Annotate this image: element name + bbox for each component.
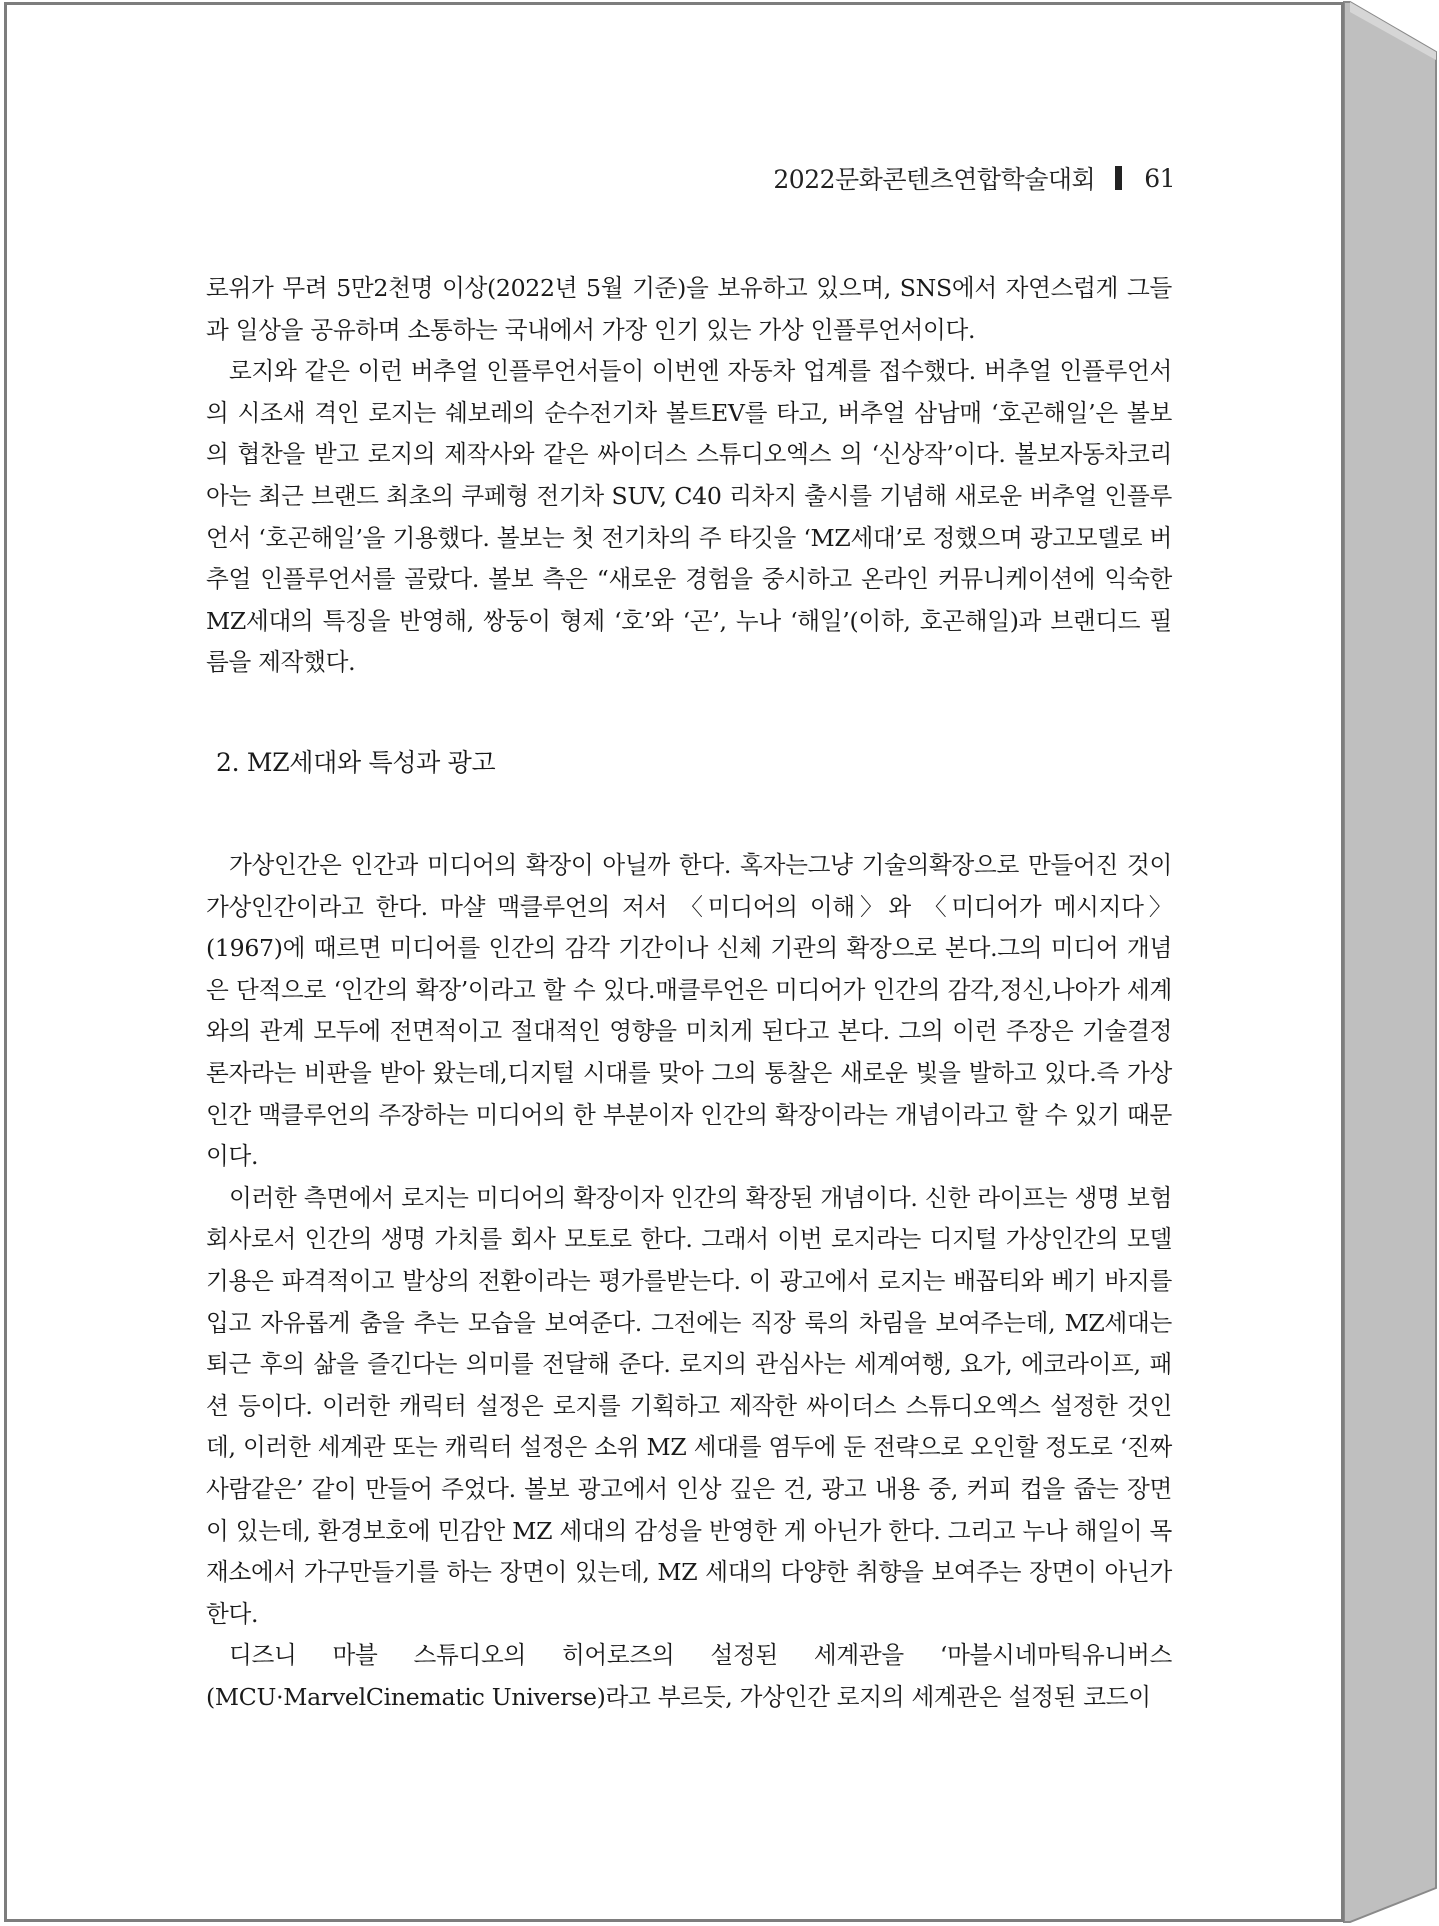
paragraph: 이러한 측면에서 로지는 미디어의 확장이자 인간의 확장된 개념이다. 신한 라이프는 생명 보험회사로서 인간의 생명 가치를 회사 모토로 한다. 그래서 이번 로지라는 디지털 가상인간의 모델 기용은 파격적이고 발상의 전환이라는 평가를받는다. 이 광고에서 로지는 배꼽티와 베기 바지를 입고 자유롭게 춤을 추는 모습을 보여준다. 그전에는 직장 룩의 차림을 보여주는데, MZ세대는 퇴근 후의 삶을 즐긴다는 의미를 전달해 준다. 로지의 관심사는 세계여행, 요가, 에코라이프, 패션 등이다. 이러한 캐릭터 설정은 로지를 기획하고 제작한 싸이더스 스튜디오엑스 설정한 것인데, 이러한 세계관 또는 캐릭터 설정은 소위 MZ 세대를 염두에 둔 전략으로 오인할 정도로 ‘진짜 사람같은’ 같이 만들어 주었다. 볼보 광고에서 인상 깊은 건, 광고 내용 중, 커피 컵을 줍는 장면이 있는데, 환경보호에 민감안 MZ 세대의 감성을 반영한 게 아닌가 한다. 그리고 누나 해일이 목재소에서 가구만들기를 하는 장면이 있는데, MZ 세대의 다양한 취향을 보여주는 장면이 아닌가 한다. [206,1183,1172,1628]
paragraph: 로위가 무려 5만2천명 이상(2022년 5월 기준)을 보유하고 있으며, SNS에서 자연스럽게 그들과 일상을 공유하며 소통하는 국내에서 가장 인기 있는 가상 인플루언서이다. [206,274,1172,344]
paragraph: 디즈니 마블 스튜디오의 히어로즈의 설정된 세계관을 ‘마블시네마틱유니버스(MCU·MarvelCinematic Universe)라고 부르듯, 가상인간 로지의 세계관은 설정된 코드이 [206,1641,1172,1711]
header-separator [1115,166,1122,190]
running-title: 2022문화콘텐츠연합학술대회 [773,165,1096,194]
page-number: 61 [1144,163,1175,193]
body-text-bottom [206,845,1172,1718]
paragraph: 가상인간은 인간과 미디어의 확장이 아닐까 한다. 혹자는그냥 기술의확장으로 만들어진 것이 가상인간이라고 한다. 마샬 맥클루언의 저서 〈미디어의 이해〉와 〈미디어가 메시지다〉(1967)에 때르면 미디어를 인간의 감각 기간이나 신체 기관의 확장으로 본다.그의 미디어 개념은 단적으로 ‘인간의 확장’이라고 할 수 있다.매클루언은 미디어가 인간의 감각,정신,나아가 세계와의 관계 모두에 전면적이고 절대적인 영향을 미치게 된다고 본다. 그의 이런 주장은 기술결정론자라는 비판을 받아 왔는데,디지털 시대를 맞아 그의 통찰은 새로운 빛을 발하고 있다.즉 가상인간 맥클루언의 주장하는 미디어의 한 부분이자 인간의 확장이라는 개념이라고 할 수 있기 때문이다. [206,851,1172,1171]
paragraph: 로지와 같은 이런 버추얼 인플루언서들이 이번엔 자동차 업계를 접수했다. 버추얼 인플루언서의 시조새 격인 로지는 쉐보레의 순수전기차 볼트EV를 타고, 버추얼 삼남매 ‘호곤해일’은 볼보의 협찬을 받고 로지의 제작사와 같은 싸이더스 스튜디오엑스 의 ‘신상작’이다. 볼보자동차코리아는 최근 브랜드 최초의 쿠페형 전기차 SUV, C40 리차지 출시를 기념해 새로운 버추얼 인플루언서 ‘호곤해일’을 기용했다. 볼보는 첫 전기차의 주 타깃을 ‘MZ세대’로 정했으며 광고모델로 버추얼 인플루언서를 골랐다. 볼보 측은 “새로운 경험을 중시하고 온라인 커뮤니케이션에 익숙한 MZ세대의 특징을 반영해, 쌍둥이 형제 ‘호’와 ‘곤’, 누나 ‘해일’(이하, 호곤해일)과 브랜디드 필름을 제작했다. [206,357,1172,677]
body-text-top [206,268,1172,684]
running-header [773,160,1175,196]
section-heading: 2. MZ세대와 특성과 광고 [216,748,496,777]
